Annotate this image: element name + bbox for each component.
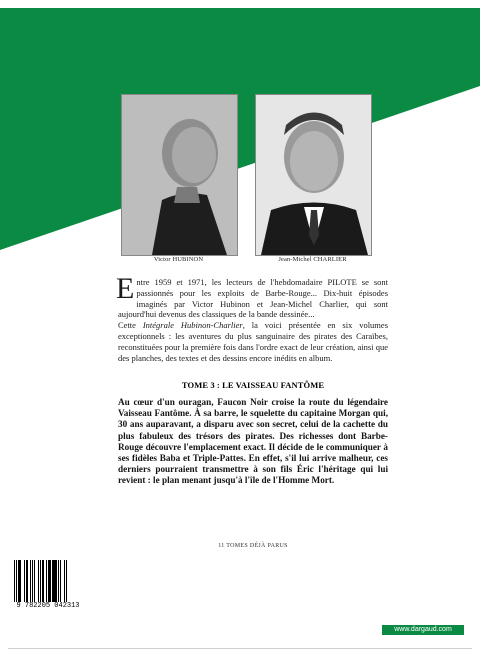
- portrait-left-image: [122, 95, 237, 255]
- bottom-border: [8, 648, 472, 649]
- caption-last-name: HUBINON: [172, 256, 204, 263]
- intro-text-1: [116, 272, 388, 320]
- tome-title: TOME 3 : LE VAISSEAU FANTÔME: [181, 380, 325, 390]
- intro-text-2-rest: , la voici présentée en six volumes exceptionnels : les aventures du plus sanguinaire des pirates des Caraïbes, reconstituées pour la première fois dans l'ordre exact de leur création, ainsi que des planches, des textes et des dessins encore inédits en album.: [118, 320, 389, 363]
- caption-first-name: Victor: [153, 256, 171, 263]
- barcode-number: 9 782205 042313: [16, 602, 80, 610]
- intro-integrale-title: Intégrale Hubinon-Charlier: [142, 320, 243, 331]
- website-label: www.dargaud.com: [382, 625, 464, 635]
- portrait-right-image: [256, 95, 371, 255]
- top-margin: [0, 0, 480, 8]
- intro-text-2-prefix: Cette: [118, 320, 136, 331]
- caption-jean-michel-charlier: [255, 256, 370, 263]
- barcode: [8, 556, 88, 614]
- caption-victor-hubinon: [121, 256, 236, 263]
- barcode-bars: [14, 560, 84, 602]
- photo-victor-hubinon: [121, 94, 238, 256]
- synopsis-paragraph: Au cœur d'un ouragan, Faucon Noir croise la route du légendaire Vaisseau Fantôme. À sa barre, le squelette du capitaine Morgan qui, 30 ans auparavant, a disparu avec son secret, celui de la cachette du plus fabuleux des trésors des pirates. Des richesses dont Barbe-Rouge découvre l'emplacement exact. Il décide de le communiquer à ses fidèles Baba et Triple-Pattes. En effet, s'il lui arrive malheur, ces derniers pourraient transmettre à son fils Éric l'héritage qui lui revient : le plan menant jusqu'à l'île de l'Homme Mort.: [118, 397, 388, 486]
- caption-last-name: CHARLIER: [313, 256, 347, 263]
- intro-text-2: [118, 320, 388, 363]
- barcode-bar: [67, 560, 68, 602]
- intro-paragraph: [116, 272, 389, 363]
- tomes-published-note: 11 TOMES DÉJÀ PARUS: [218, 543, 288, 549]
- photo-jean-michel-charlier: [255, 94, 372, 256]
- caption-first-name: Jean-Michel: [278, 256, 312, 263]
- intro-sentence: ntre 1959 et 1971, les lecteurs de l'hebdomadaire PILOTE se sont passionnés pour les exploits de Barbe-Rouge... Dix-huit épisodes imaginés par Victor Hubinon et Jean-Michel Charlier, qui sont aujourd'hui devenus des classiques de la bande dessinée...: [118, 277, 388, 320]
- drop-cap: E: [116, 272, 135, 305]
- green-diagonal-band: [0, 0, 480, 250]
